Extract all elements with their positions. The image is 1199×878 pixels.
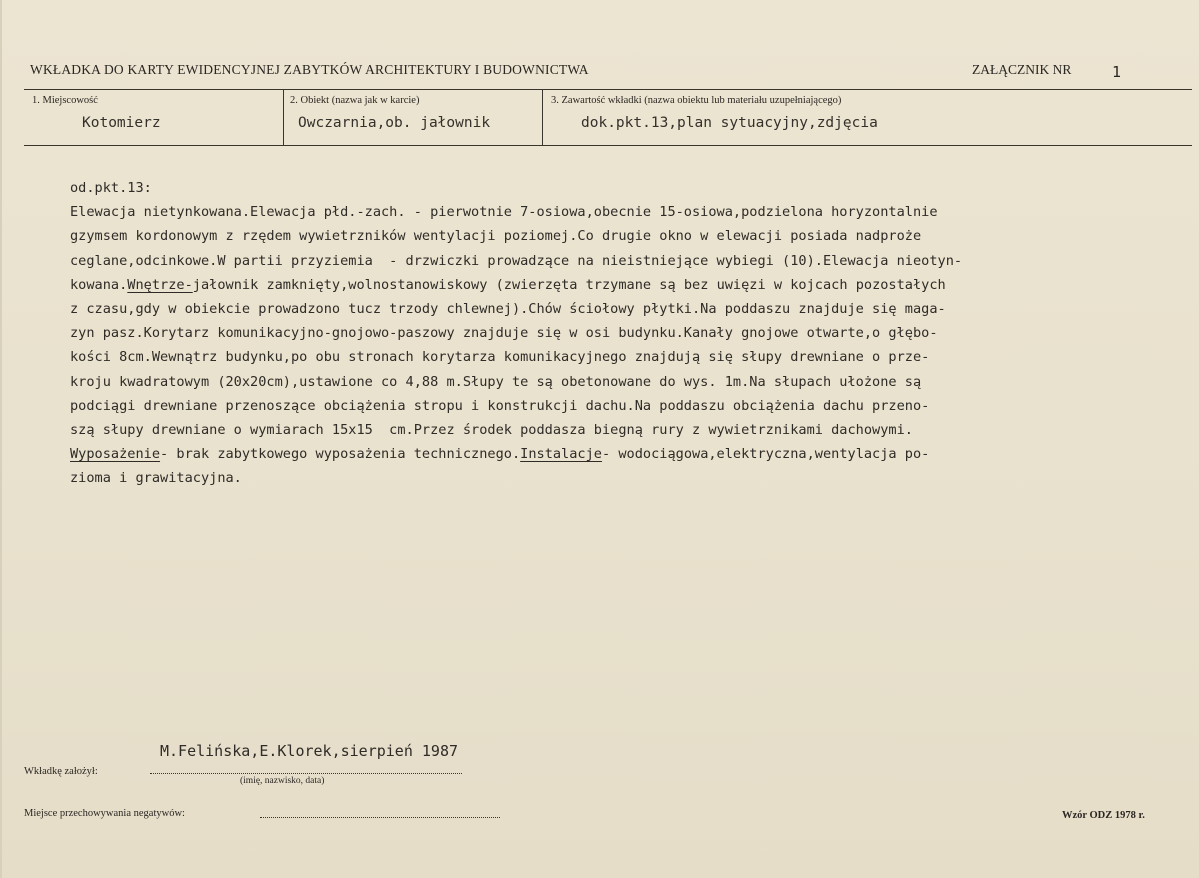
text-segment: zioma i grawitacyjna. <box>70 470 242 487</box>
field-divider-1 <box>283 90 284 145</box>
underlined-heading: Wyposażenie <box>70 446 161 463</box>
form-label: Wzór ODZ 1978 r. <box>1062 810 1145 821</box>
creator-label: Wkładkę założył: <box>24 766 98 777</box>
underlined-heading: Wnętrze- <box>127 276 193 293</box>
text-line <box>70 418 1180 442</box>
field-contents-value: dok.pkt.13,plan sytuacyjny,zdjęcia <box>581 115 878 131</box>
annex-label: ZAŁĄCZNIK NR <box>972 62 1072 77</box>
field-locality-label: 1. Miejscowość <box>32 95 98 106</box>
text-segment: od.pkt.13: <box>70 180 152 196</box>
text-line <box>70 249 1180 273</box>
field-object-label: 2. Obiekt (nazwa jak w karcie) <box>290 95 420 106</box>
text-line <box>70 297 1180 321</box>
text-segment: gzymsem kordonowym z rzędem wywietrzników wentylacji poziomej.Co drugie okno w elewacji posiada nadproże <box>70 228 922 245</box>
text-segment: jałownik zamknięty,wolnostanowiskowy (zwierzęta trzymane są bez uwięzi w kojcach pozostałych <box>192 276 946 293</box>
field-contents-label: 3. Zawartość wkładki (nazwa obiektu lub materiału uzupełniającego) <box>551 95 842 106</box>
text-segment: ceglane,odcinkowe.W partii przyziemia - drzwiczki prowadzące na nieistniejące wybiegi (10).Elewacja nieotyn- <box>70 252 963 269</box>
text-line <box>70 176 1180 200</box>
text-segment: - brak zabytkowego wyposażenia technicznego. <box>160 446 521 463</box>
text-line <box>70 442 1180 466</box>
text-segment: kroju kwadratowym (20x20cm),ustawione co 4,88 m.Słupy te są obetonowane do wys. 1m.Na słupach ułożone są <box>70 373 922 390</box>
text-segment: podciągi drewniane przenoszące obciążenia stropu i konstrukcji dachu.Na poddaszu obciążenia dachu przeno- <box>70 397 930 414</box>
text-segment: szą słupy drewniane o wymiarach 15x15 cm.Przez środek poddasza biegną rury z wywietrznikami dachowymi. <box>70 421 913 438</box>
text-segment: kości 8cm.Wewnątrz budynku,po obu stronach korytarza komunikacyjnego znajdują się słupy drewniane o prze- <box>70 349 930 366</box>
underlined-heading: Instalacje <box>520 446 602 463</box>
text-line <box>70 224 1180 248</box>
signature-line: M.Felińska,E.Klorek,sierpień 1987 <box>160 742 459 760</box>
storage-label: Miejsce przechowywania negatywów: <box>24 808 185 819</box>
text-segment: Elewacja nietynkowana.Elewacja płd.-zach. - pierwotnie 7-osiowa,obecnie 15-osiowa,podzielona horyzontalnie <box>70 204 938 221</box>
text-line <box>70 345 1180 369</box>
creator-dotted-line <box>150 773 462 774</box>
text-line <box>70 466 1180 490</box>
text-line <box>70 394 1180 418</box>
text-line <box>70 370 1180 394</box>
text-line <box>70 200 1180 224</box>
text-segment: - wodociągowa,elektryczna,wentylacja po- <box>601 446 930 463</box>
text-segment: zyn pasz.Korytarz komunikacyjno-gnojowo-paszowy znajduje się w osi budynku.Kanały gnojowe otwarte,o głębo- <box>70 325 938 342</box>
header-top-rule <box>24 89 1192 90</box>
text-line <box>70 321 1180 345</box>
text-line <box>70 273 1180 297</box>
text-segment: z czasu,gdy w obiekcie prowadzono tucz trzody chlewnej).Chów ściołowy płytki.Na poddaszu znajduje się maga- <box>70 300 946 317</box>
description-text <box>70 176 1180 490</box>
annex-number: 1 <box>1112 63 1122 81</box>
card-title: WKŁADKA DO KARTY EWIDENCYJNEJ ZABYTKÓW ARCHITEKTURY I BUDOWNICTWA <box>30 62 589 77</box>
header-bottom-rule <box>24 145 1192 146</box>
field-divider-2 <box>542 90 543 145</box>
text-segment: kowana. <box>70 276 128 293</box>
storage-dotted-line <box>260 817 500 818</box>
creator-hint: (imię, nazwisko, data) <box>240 776 325 786</box>
field-locality-value: Kotomierz <box>82 115 161 131</box>
field-object-value: Owczarnia,ob. jałownik <box>298 115 491 131</box>
